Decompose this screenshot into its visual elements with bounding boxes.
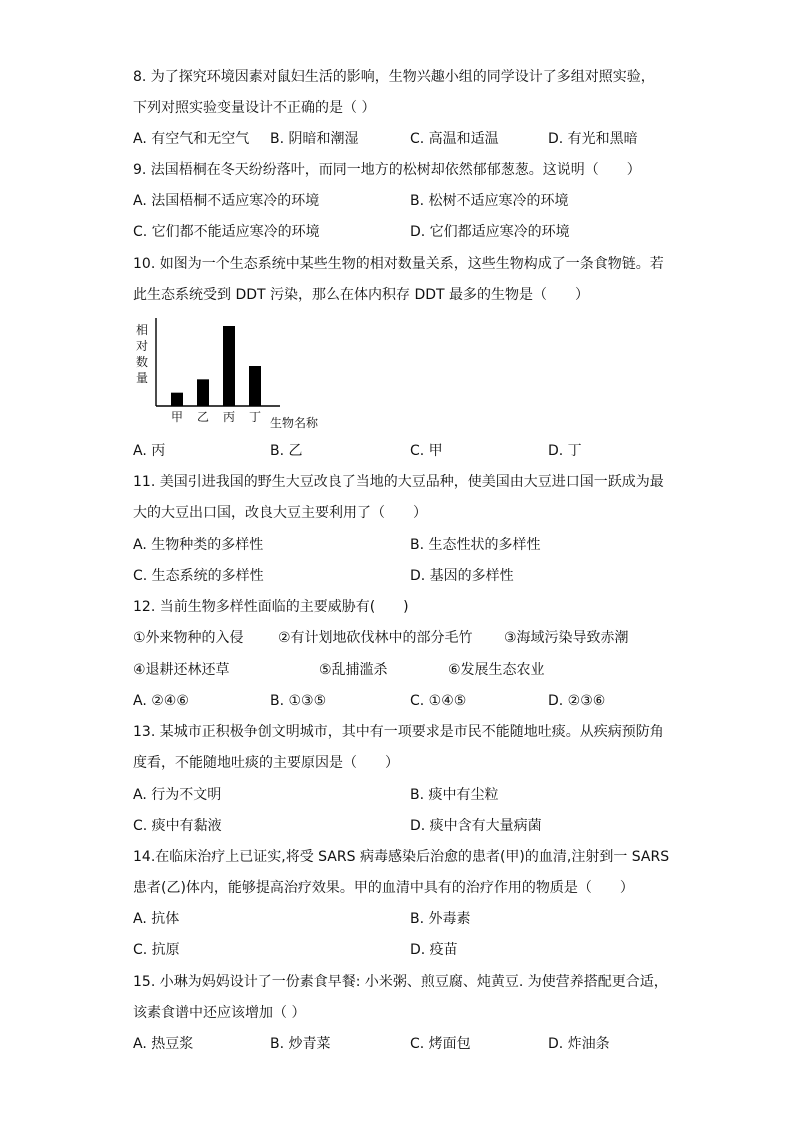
- q14-stem-line2: 患者(乙)体内，能够提高治疗效果。甲的血清中具有的治疗作用的物质是（ ）: [133, 880, 634, 896]
- q8-stem-line1: 8. 为了探究环境因素对鼠妇生活的影响，生物兴趣小组的同学设计了多组对照实验，: [133, 69, 655, 85]
- chart-bar-2: [197, 379, 209, 406]
- q10-stem-line2: 此生态系统受到 DDT 污染，那么在体内积存 DDT 最多的生物是（ ）: [133, 287, 590, 303]
- chart-x-tick-1: 甲: [170, 410, 184, 424]
- q9-option-a: A. 法国梧桐不适应寒冷的环境: [133, 193, 320, 209]
- q11-option-d: D. 基因的多样性: [410, 568, 514, 584]
- chart-y-label-char: 相: [135, 323, 149, 337]
- q12-stem-line1: 12. 当前生物多样性面临的主要威胁有( ): [133, 599, 409, 615]
- q11-option-c: C. 生态系统的多样性: [133, 568, 264, 584]
- chart-y-label-char: 数: [135, 355, 149, 369]
- q14-stem-line1: 14.在临床治疗上已证实,将受 SARS 病毒感染后治愈的患者(甲)的血清,注射到一 SARS: [133, 849, 670, 865]
- chart-x-axis-label: 生物名称: [270, 416, 319, 430]
- q11-option-a: A. 生物种类的多样性: [133, 537, 264, 553]
- q13-option-d: D. 痰中含有大量病菌: [410, 818, 542, 834]
- chart-y-axis-label: [136, 322, 148, 385]
- q12-option-a: A. ②④⑥: [133, 693, 189, 709]
- q12-threat-5: ⑤乱捕滥杀: [319, 662, 388, 678]
- q12-threat-1: ①外来物种的入侵: [133, 630, 244, 646]
- q10-option-c: C. 甲: [410, 443, 443, 459]
- q10-option-d: D. 丁: [548, 443, 582, 459]
- q15-stem-line1: 15. 小琳为妈妈设计了一份素食早餐: 小米粥、煎豆腐、炖黄豆. 为使营养搭配更合适，: [133, 974, 668, 990]
- q13-option-c: C. 痰中有黏液: [133, 818, 222, 834]
- q15-stem-line2: 该素食谱中还应该增加（ ）: [133, 1005, 306, 1021]
- q10-option-a: A. 丙: [133, 443, 166, 459]
- q12-option-d: D. ②③⑥: [548, 693, 606, 709]
- q14-option-b: B. 外毒素: [410, 911, 471, 927]
- q13-stem-line2: 度看，不能随地吐痰的主要原因是（ ）: [133, 755, 399, 771]
- q9-option-c: C. 它们都不能适应寒冷的环境: [133, 224, 320, 240]
- q10-stem-line1: 10. 如图为一个生态系统中某些生物的相对数量关系，这些生物构成了一条食物链。若: [133, 256, 664, 272]
- q12-option-b: B. ①③⑤: [270, 693, 327, 709]
- chart-x-tick-4: 丁: [248, 410, 262, 424]
- chart-bar-3: [223, 326, 235, 406]
- q9-stem-line1: 9. 法国梧桐在冬天纷纷落叶，而同一地方的松树却依然郁郁葱葱。这说明（ ）: [133, 162, 641, 178]
- chart-bar-4: [249, 366, 261, 406]
- q8-option-a: A. 有空气和无空气: [133, 131, 250, 147]
- chart-x-tick-3: 丙: [222, 410, 236, 424]
- q14-option-c: C. 抗原: [133, 942, 180, 958]
- q10-bar-chart: [130, 316, 330, 432]
- q13-stem-line1: 13. 某城市正积极争创文明城市，其中有一项要求是市民不能随地吐痰。从疾病预防角: [133, 724, 664, 740]
- q14-option-a: A. 抗体: [133, 911, 180, 927]
- q8-option-c: C. 高温和适温: [410, 131, 499, 147]
- q15-option-a: A. 热豆浆: [133, 1036, 194, 1052]
- q13-option-b: B. 痰中有尘粒: [410, 787, 499, 803]
- q13-option-a: A. 行为不文明: [133, 787, 222, 803]
- q8-option-b: B. 阴暗和潮湿: [270, 131, 359, 147]
- q11-option-b: B. 生态性状的多样性: [410, 537, 541, 553]
- chart-bar-1: [171, 393, 183, 406]
- q12-option-c: C. ①④⑤: [410, 693, 467, 709]
- q11-stem-line1: 11. 美国引进我国的野生大豆改良了当地的大豆品种，使美国由大豆进口国一跃成为最: [133, 474, 664, 490]
- chart-x-tick-2: 乙: [196, 410, 210, 424]
- chart-y-label-char: 量: [135, 371, 149, 385]
- q15-option-d: D. 炸油条: [548, 1036, 610, 1052]
- q15-option-c: C. 烤面包: [410, 1036, 471, 1052]
- q8-option-d: D. 有光和黑暗: [548, 131, 638, 147]
- q12-threat-3: ③海域污染导致赤潮: [504, 630, 629, 646]
- q12-threat-2: ②有计划地砍伐林中的部分毛竹: [278, 630, 473, 646]
- q12-threat-4: ④退耕还林还草: [133, 662, 230, 678]
- q12-threat-6: ⑥发展生态农业: [448, 662, 545, 678]
- chart-y-label-char: 对: [135, 339, 149, 353]
- q14-option-d: D. 疫苗: [410, 942, 458, 958]
- q10-option-b: B. 乙: [270, 443, 303, 459]
- q9-option-b: B. 松树不适应寒冷的环境: [410, 193, 569, 209]
- q15-option-b: B. 炒青菜: [270, 1036, 331, 1052]
- q11-stem-line2: 大的大豆出口国，改良大豆主要利用了（ ）: [133, 505, 427, 521]
- q8-stem-line2: 下列对照实验变量设计不正确的是（ ）: [133, 100, 376, 116]
- q9-option-d: D. 它们都适应寒冷的环境: [410, 224, 570, 240]
